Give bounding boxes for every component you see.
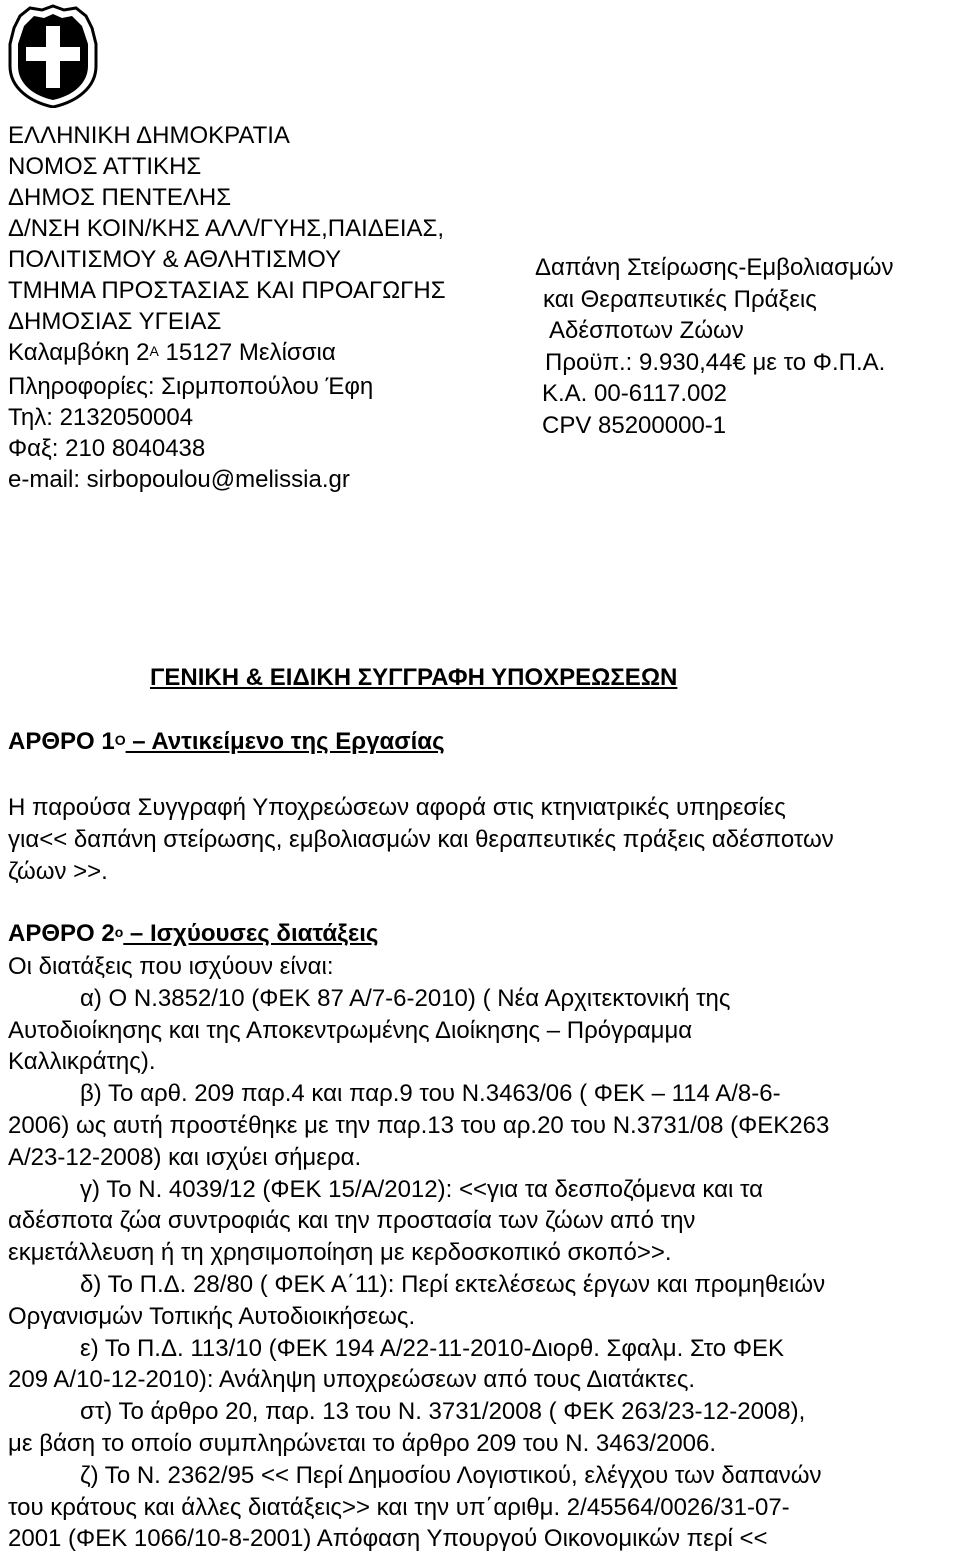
provision-item-c-cont: αδέσποτα ζώα συντροφιάς και την προστασία των ζώων από την [8,1207,696,1235]
issuer-line: ΕΛΛΗΝΙΚΗ ΔΗΜΟΚΡΑΤΙΑ [8,122,290,149]
article-ordinal: Ο [114,732,126,748]
provision-item-e-cont: 209 Α/10-12-2010): Ανάληψη υποχρεώσεων από τους Διατάκτες. [8,1366,696,1394]
provision-item-z-cont: του κράτους και άλλες διατάξεις>> και την υπ΄αριθμ. 2/45564/0026/31-07- [8,1493,790,1521]
provision-item-b-cont: Α/23-12-2008) και ισχύει σήμερα. [8,1143,362,1171]
address-sup: Α [149,343,159,359]
provision-item-a-cont: Αυτοδιοίκησης και της Αποκεντρωμένης Διοίκησης – Πρόγραμμα [8,1016,693,1044]
provision-item-d: δ) Το Π.Δ. 28/80 ( ΦΕΚ Α΄11): Περί εκτελέσεως έργων και προμηθειών [80,1270,826,1298]
provision-item-a: α) Ο Ν.3852/10 (ΦΕΚ 87 Α/7-6-2010) ( Νέα Αρχιτεκτονική της [80,984,731,1012]
expense-title: Δαπάνη Στείρωσης-Εμβολιασμών [535,254,894,281]
expense-title-cont: Αδέσποτων Ζώων [549,317,744,344]
fax-line: Φαξ: 210 8040438 [8,435,206,462]
provisions-intro: Οι διατάξεις που ισχύουν είναι: [8,953,334,980]
phone-line: Τηλ: 2132050004 [8,404,194,431]
provision-item-c: γ) Το Ν. 4039/12 (ΦΕΚ 15/Α/2012): <<για τα δεσποζόμενα και τα [80,1175,763,1203]
article-1-heading [8,728,445,756]
article-number: ΑΡΘΡΟ 2 [8,920,115,947]
article-2-body [8,951,953,1555]
provision-item-b-cont: 2006) ως αυτή προστέθηκε με την παρ.13 του αρ.20 του Ν.3731/08 (ΦΕΚ263 [8,1111,830,1139]
paragraph-line: για<< δαπάνη στείρωσης, εμβολιασμών και θεραπευτικές πράξεις αδέσποτων [8,825,834,853]
issuer-line: Δ/ΝΣΗ ΚΟΙΝ/ΚΗΣ ΑΛΛ/ΓΥΗΣ,ΠΑΙΔΕΙΑΣ, [8,215,445,242]
expense-title-cont: και Θεραπευτικές Πράξεις [543,285,817,313]
article-ordinal: ο [114,924,124,940]
budget-code: Κ.Α. 00-6117.002 [542,380,728,407]
address-city: 15127 Μελίσσια [158,339,336,366]
issuer-block [8,120,568,495]
email-line[interactable]: e-mail: sirbopoulou@melissia.gr [8,466,350,493]
article-subject: – Αντικείμενο της Εργασίας [125,728,445,755]
article-number: ΑΡΘΡΟ 1 [8,728,115,755]
issuer-line: ΤΜΗΜΑ ΠΡΟΣΤΑΣΙΑΣ ΚΑΙ ΠΡΟΑΓΩΓΗΣ [8,277,446,304]
provision-item-st-cont: με βάση το οποίο συμπληρώνεται το άρθρο 209 του Ν. 3463/2006. [8,1429,717,1457]
provision-item-b: β) Το αρθ. 209 παρ.4 και παρ.9 του Ν.3463/06 ( ΦΕΚ – 114 Α/8-6- [80,1080,781,1108]
cpv-code: CPV 85200000-1 [542,411,727,439]
provision-item-a-cont: Καλλικράτης). [8,1048,156,1076]
address-line [8,337,568,371]
issuer-line: ΝΟΜΟΣ ΑΤΤΙΚΗΣ [8,153,202,180]
provision-item-e: ε) Το Π.Δ. 113/10 (ΦΕΚ 194 Α/22-11-2010-Διορθ. Σφαλμ. Στο ΦΕΚ [80,1334,784,1362]
provision-item-z: ζ) Το Ν. 2362/95 << Περί Δημοσίου Λογιστικού, ελέγχου των δαπανών [80,1461,822,1489]
provision-item-d-cont: Οργανισμών Τοπικής Αυτοδιοικήσεως. [8,1302,416,1330]
article-subject: – Ισχύουσες διατάξεις [123,920,379,947]
budget-line: Προϋπ.: 9.930,44€ με το Φ.Π.Α. [545,348,886,376]
address-street: Καλαμβόκη 2 [8,339,150,366]
article-2-heading [8,920,378,948]
paragraph-line: ζώων >>. [8,857,108,885]
provision-item-st: στ) Το άρθρο 20, παρ. 13 του Ν. 3731/2008 ( ΦΕΚ 263/23-12-2008), [80,1398,806,1426]
issuer-line: ΔΗΜΟΣΙΑΣ ΥΓΕΙΑΣ [8,308,222,335]
paragraph-line: Η παρούσα Συγγραφή Υποχρεώσεων αφορά στις κτηνιατρικές υπηρεσίες [8,794,786,821]
provision-item-z-cont: 2001 (ΦΕΚ 1066/10-8-2001) Απόφαση Υπουργού Οικονομικών περί << [8,1525,768,1553]
expense-info-block [535,252,955,441]
article-1-body [8,792,953,887]
document-title: ΓΕΝΙΚΗ & ΕΙΔΙΚΗ ΣΥΓΓΡΑΦΗ ΥΠΟΧΡΕΩΣΕΩΝ [150,664,678,691]
issuer-line: ΔΗΜΟΣ ΠΕΝΤΕΛΗΣ [8,184,232,211]
provision-item-c-cont: εκμετάλλευση ή τη χρησιμοποίηση με κερδοσκοπικό σκοπό>>. [8,1239,672,1267]
issuer-line: ΠΟΛΙΤΙΣΜΟΥ & ΑΘΛΗΤΙΣΜΟΥ [8,246,342,273]
greek-state-emblem-icon [4,4,102,108]
contact-person: Πληροφορίες: Σιρμποπούλου Έφη [8,373,374,400]
